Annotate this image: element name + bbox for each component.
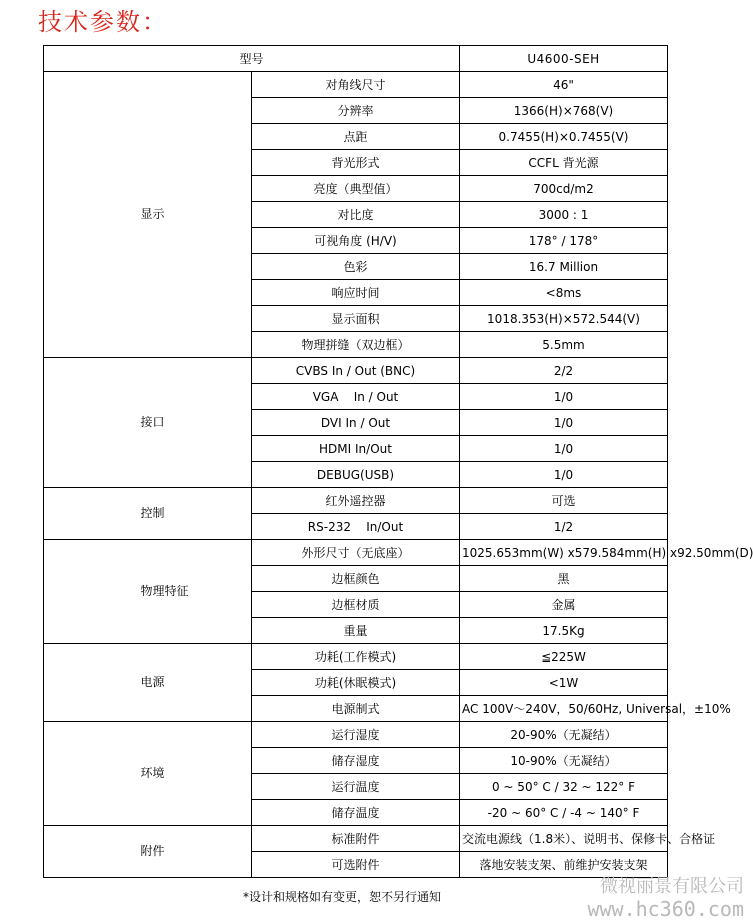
param-value: <1W: [460, 670, 668, 696]
param-name: 功耗(休眠模式): [252, 670, 460, 696]
param-value: 1025.653mm(W) x579.584mm(H) x92.50mm(D): [460, 540, 668, 566]
param-value: 交流电源线（1.8米）、说明书、保修卡、合格证: [460, 826, 668, 852]
table-row: [44, 722, 668, 748]
param-name: DVI In / Out: [252, 410, 460, 436]
table-row: [44, 72, 668, 98]
param-value: 1018.353(H)×572.544(V): [460, 306, 668, 332]
param-name: 显示面积: [252, 306, 460, 332]
param-name: 边框颜色: [252, 566, 460, 592]
param-name: 红外遥控器: [252, 488, 460, 514]
param-name: 背光形式: [252, 150, 460, 176]
param-name: 点距: [252, 124, 460, 150]
param-value: 1/2: [460, 514, 668, 540]
param-name: 分辨率: [252, 98, 460, 124]
param-value: 1/0: [460, 436, 668, 462]
param-value: 700cd/m2: [460, 176, 668, 202]
group-label-physical: 物理特征: [44, 540, 252, 644]
watermark-company: 微视丽景有限公司: [600, 876, 744, 897]
param-name: 对角线尺寸: [252, 72, 460, 98]
param-name: 电源制式: [252, 696, 460, 722]
param-name: 色彩: [252, 254, 460, 280]
model-value: U4600-SEH: [460, 46, 668, 72]
footnote: *设计和规格如有变更，恕不另行通知: [243, 890, 442, 904]
param-value: 0.7455(H)×0.7455(V): [460, 124, 668, 150]
param-value: 10-90%（无凝结）: [460, 748, 668, 774]
param-name: 响应时间: [252, 280, 460, 306]
table-row: [44, 826, 668, 852]
param-value: CCFL 背光源: [460, 150, 668, 176]
group-label-interface: 接口: [44, 358, 252, 488]
param-value: -20 ~ 60° C / -4 ~ 140° F: [460, 800, 668, 826]
table-row: [44, 644, 668, 670]
param-value: ≦225W: [460, 644, 668, 670]
param-name: 可选附件: [252, 852, 460, 878]
model-label: 型号: [44, 46, 460, 72]
param-value: 20-90%（无凝结）: [460, 722, 668, 748]
param-value: 178° / 178°: [460, 228, 668, 254]
table-row: [44, 488, 668, 514]
param-value: 1366(H)×768(V): [460, 98, 668, 124]
param-value: 5.5mm: [460, 332, 668, 358]
param-value: 16.7 Million: [460, 254, 668, 280]
table-header-row: [44, 46, 668, 72]
watermark: [587, 876, 744, 920]
param-value: 3000 : 1: [460, 202, 668, 228]
param-name: 储存湿度: [252, 748, 460, 774]
param-name: 重量: [252, 618, 460, 644]
param-name: 标准附件: [252, 826, 460, 852]
param-value: 1/0: [460, 384, 668, 410]
table-row: [44, 540, 668, 566]
param-name: 对比度: [252, 202, 460, 228]
param-name: 亮度（典型值）: [252, 176, 460, 202]
param-name: HDMI In/Out: [252, 436, 460, 462]
table-row: [44, 358, 668, 384]
param-value: 46": [460, 72, 668, 98]
param-value: 落地安装支架、前维护安装支架: [460, 852, 668, 878]
spec-table: [43, 45, 753, 878]
param-name: 储存温度: [252, 800, 460, 826]
param-value: 黑: [460, 566, 668, 592]
group-label-power: 电源: [44, 644, 252, 722]
group-label-accessories: 附件: [44, 826, 252, 878]
param-name: 可视角度 (H/V): [252, 228, 460, 254]
param-name: CVBS In / Out (BNC): [252, 358, 460, 384]
param-value: 1/0: [460, 462, 668, 488]
param-name: RS-232 In/Out: [252, 514, 460, 540]
param-name: DEBUG(USB): [252, 462, 460, 488]
param-name: 功耗(工作模式): [252, 644, 460, 670]
param-name: 运行温度: [252, 774, 460, 800]
param-value: 2/2: [460, 358, 668, 384]
param-value: 0 ~ 50° C / 32 ~ 122° F: [460, 774, 668, 800]
param-name: 边框材质: [252, 592, 460, 618]
param-name: VGA In / Out: [252, 384, 460, 410]
param-value: 17.5Kg: [460, 618, 668, 644]
param-name: 运行湿度: [252, 722, 460, 748]
group-label-display: 显示: [44, 72, 252, 358]
param-value: AC 100V～240V，50/60Hz, Universal，±10%: [460, 696, 668, 722]
param-value: <8ms: [460, 280, 668, 306]
page-title: 技术参数：: [38, 8, 168, 36]
param-value: 金属: [460, 592, 668, 618]
group-label-control: 控制: [44, 488, 252, 540]
param-name: 物理拼缝（双边框）: [252, 332, 460, 358]
group-label-environment: 环境: [44, 722, 252, 826]
param-value: 1/0: [460, 410, 668, 436]
param-name: 外形尺寸（无底座）: [252, 540, 460, 566]
param-value: 可选: [460, 488, 668, 514]
watermark-url: www.hc360.com: [587, 897, 744, 921]
